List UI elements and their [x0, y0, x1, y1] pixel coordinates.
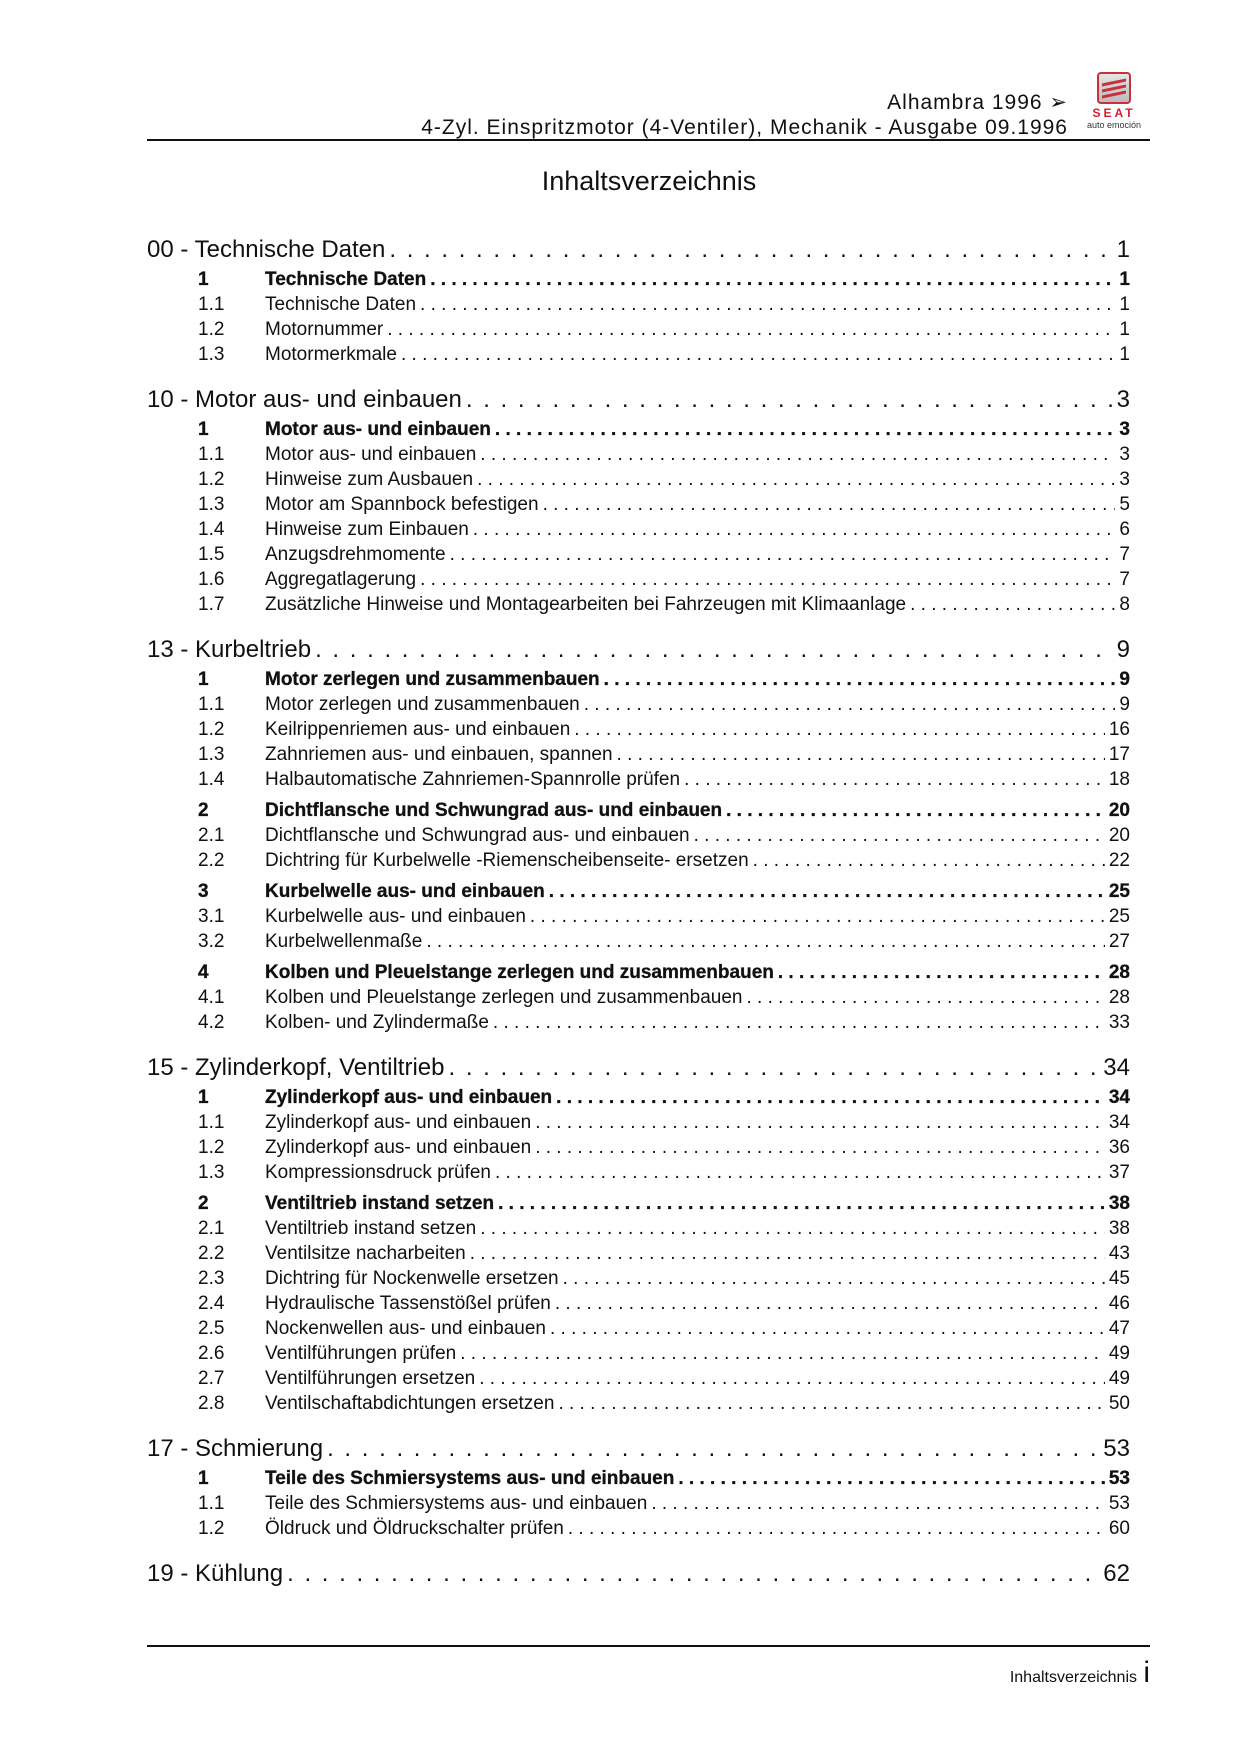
- item-number: 1.1: [198, 694, 225, 715]
- item-title: Teile des Schmiersystems aus- und einbauen: [265, 1493, 648, 1514]
- item-page-number: 3: [1119, 444, 1130, 465]
- item-title: Kolben- und Zylindermaße: [265, 1012, 489, 1033]
- item-title: Kurbelwelle aus- und einbauen: [265, 881, 545, 902]
- toc-item-entry[interactable]: [147, 1112, 1130, 1137]
- item-number: 1.2: [198, 1518, 225, 1539]
- item-page-number: 3: [1119, 419, 1130, 440]
- dot-leader: [493, 1012, 1105, 1034]
- item-title: Ventilführungen ersetzen: [265, 1368, 476, 1389]
- item-page-number: 3: [1119, 469, 1130, 490]
- dot-leader: [401, 344, 1115, 366]
- item-title: Motor zerlegen und zusammenbauen: [265, 694, 580, 715]
- toc-item-entry[interactable]: [147, 1087, 1130, 1112]
- item-page-number: 34: [1108, 1112, 1130, 1133]
- toc-item-entry[interactable]: [147, 1193, 1130, 1218]
- dot-leader: [470, 1243, 1105, 1265]
- toc-item-entry[interactable]: [147, 344, 1130, 369]
- dot-leader: [495, 1162, 1105, 1184]
- item-number: 1.1: [198, 1493, 225, 1514]
- item-title: Ventiltrieb instand setzen: [265, 1218, 477, 1239]
- item-title: Teile des Schmiersystems aus- und einbauen: [265, 1468, 675, 1489]
- toc-item-entry[interactable]: [147, 1468, 1130, 1493]
- item-page-number: 16: [1108, 719, 1130, 740]
- item-page-number: 46: [1108, 1293, 1130, 1314]
- item-number: 1.2: [198, 719, 225, 740]
- item-page-number: 36: [1108, 1137, 1130, 1158]
- item-title: Motornummer: [265, 319, 384, 340]
- section-title: 15 - Zylinderkopf, Ventiltrieb: [147, 1054, 445, 1081]
- toc-item-entry[interactable]: [147, 544, 1130, 569]
- dot-leader: [555, 1293, 1105, 1315]
- item-number: 1.2: [198, 319, 225, 340]
- dot-leader: [694, 825, 1105, 847]
- item-title: Motor am Spannbock befestigen: [265, 494, 539, 515]
- item-title: Dichtflansche und Schwungrad aus- und einbauen: [265, 825, 690, 846]
- item-page-number: 25: [1108, 906, 1130, 927]
- toc-item-entry[interactable]: [147, 881, 1130, 906]
- toc-item-entry[interactable]: [147, 931, 1130, 956]
- dot-leader: [287, 1560, 1099, 1588]
- item-page-number: 9: [1119, 694, 1130, 715]
- item-page-number: 1: [1119, 319, 1130, 340]
- dot-leader: [450, 544, 1116, 566]
- toc-item-entry[interactable]: [147, 1518, 1130, 1543]
- item-number: 2.1: [198, 825, 225, 846]
- dot-leader: [420, 294, 1115, 316]
- item-page-number: 60: [1108, 1518, 1130, 1539]
- item-number: 1: [198, 1468, 209, 1489]
- item-page-number: 28: [1108, 962, 1130, 983]
- item-page-number: 25: [1108, 881, 1130, 902]
- seat-logo: [1078, 72, 1150, 130]
- item-title: Hydraulische Tassenstößel prüfen: [265, 1293, 551, 1314]
- item-number: 1.6: [198, 569, 225, 590]
- item-number: 4.1: [198, 987, 225, 1008]
- section-page-number: 9: [1116, 636, 1130, 663]
- section-page-number: 34: [1103, 1054, 1130, 1081]
- item-title: Motor aus- und einbauen: [265, 419, 491, 440]
- item-page-number: 1: [1119, 269, 1130, 290]
- item-number: 1.1: [198, 294, 225, 315]
- section-title: 17 - Schmierung: [147, 1435, 324, 1462]
- dot-leader: [550, 1318, 1105, 1340]
- header-divider: [147, 139, 1150, 141]
- item-number: 2.5: [198, 1318, 225, 1339]
- dot-leader: [477, 469, 1115, 491]
- section-page-number: 62: [1103, 1560, 1130, 1587]
- dot-leader: [558, 1393, 1104, 1415]
- item-number: 3: [198, 881, 209, 902]
- dot-leader: [574, 719, 1105, 741]
- item-page-number: 18: [1108, 769, 1130, 790]
- item-page-number: 27: [1108, 931, 1130, 952]
- item-page-number: 20: [1108, 800, 1130, 821]
- toc-item-entry[interactable]: [147, 1162, 1130, 1187]
- page-title: Inhaltsverzeichnis: [541, 166, 757, 196]
- toc-item-entry[interactable]: [147, 569, 1130, 594]
- item-number: 2: [198, 1193, 209, 1214]
- toc-section-entry[interactable]: [147, 636, 1130, 663]
- item-page-number: 5: [1119, 494, 1130, 515]
- dot-leader: [556, 1087, 1105, 1109]
- item-page-number: 45: [1108, 1268, 1130, 1289]
- item-number: 1.4: [198, 769, 225, 790]
- toc-item-entry[interactable]: [147, 494, 1130, 519]
- item-title: Motormerkmale: [265, 344, 397, 365]
- item-title: Zylinderkopf aus- und einbauen: [265, 1137, 532, 1158]
- item-title: Hinweise zum Einbauen: [265, 519, 469, 540]
- item-number: 1.2: [198, 1137, 225, 1158]
- dot-leader: [617, 744, 1105, 766]
- dot-leader: [495, 419, 1116, 441]
- dot-leader: [746, 987, 1104, 1009]
- item-page-number: 20: [1108, 825, 1130, 846]
- item-number: 1.3: [198, 494, 225, 515]
- item-number: 2.7: [198, 1368, 225, 1389]
- toc-item-entry[interactable]: [147, 319, 1130, 344]
- dot-leader: [543, 494, 1116, 516]
- item-number: 1.3: [198, 1162, 225, 1183]
- toc-section-entry[interactable]: [147, 1054, 1130, 1081]
- dot-leader: [726, 800, 1105, 822]
- header-subtitle: 4-Zyl. Einspritzmotor (4-Ventiler), Mechanik - Ausgabe 09.1996: [421, 116, 1068, 139]
- footer-label: Inhaltsverzeichnis: [1009, 1669, 1137, 1686]
- toc-item-entry[interactable]: [147, 519, 1130, 544]
- item-number: 2.2: [198, 850, 225, 871]
- section-page-number: 1: [1116, 236, 1130, 263]
- dot-leader: [530, 906, 1105, 928]
- toc-item-entry[interactable]: [147, 294, 1130, 319]
- item-title: Kolben und Pleuelstange zerlegen und zusammenbauen: [265, 962, 774, 983]
- section-title: 00 - Technische Daten: [147, 236, 386, 263]
- item-title: Dichtring für Nockenwelle ersetzen: [265, 1268, 559, 1289]
- dot-leader: [480, 444, 1115, 466]
- logo-tagline: auto emoción: [1086, 120, 1142, 130]
- toc-item-entry[interactable]: [147, 444, 1130, 469]
- item-number: 1.1: [198, 444, 225, 465]
- item-page-number: 38: [1108, 1218, 1130, 1239]
- dot-leader: [910, 594, 1115, 616]
- seat-logo-icon: [1097, 72, 1131, 104]
- item-title: Halbautomatische Zahnriemen-Spannrolle prüfen: [265, 769, 681, 790]
- item-number: 1: [198, 419, 209, 440]
- item-number: 3.1: [198, 906, 225, 927]
- item-number: 4: [198, 962, 209, 983]
- item-title: Ventilführungen prüfen: [265, 1343, 457, 1364]
- item-page-number: 38: [1108, 1193, 1130, 1214]
- item-page-number: 1: [1119, 344, 1130, 365]
- dot-leader: [327, 1435, 1099, 1463]
- item-title: Kurbelwelle aus- und einbauen: [265, 906, 526, 927]
- item-number: 1.3: [198, 344, 225, 365]
- toc-item-entry[interactable]: [147, 694, 1130, 719]
- item-title: Technische Daten: [265, 294, 417, 315]
- toc-item-entry[interactable]: [147, 825, 1130, 850]
- toc-item-entry[interactable]: [147, 469, 1130, 494]
- item-number: 1: [198, 669, 209, 690]
- toc-item-entry[interactable]: [147, 800, 1130, 825]
- item-number: 1: [198, 1087, 209, 1108]
- item-page-number: 6: [1119, 519, 1130, 540]
- item-page-number: 28: [1108, 987, 1130, 1008]
- item-page-number: 7: [1119, 569, 1130, 590]
- dot-leader: [684, 769, 1105, 791]
- toc-item-entry[interactable]: [147, 962, 1130, 987]
- dot-leader: [549, 881, 1105, 903]
- item-title: Technische Daten: [265, 269, 427, 290]
- toc-item-entry[interactable]: [147, 1137, 1130, 1162]
- toc-item-entry[interactable]: [147, 769, 1130, 794]
- item-page-number: 37: [1108, 1162, 1130, 1183]
- toc-section-entry[interactable]: [147, 1560, 1130, 1587]
- item-title: Motor zerlegen und zusammenbauen: [265, 669, 600, 690]
- logo-brand: SEAT: [1092, 106, 1136, 120]
- item-title: Zahnriemen aus- und einbauen, spannen: [265, 744, 613, 765]
- dot-leader: [387, 319, 1115, 341]
- toc-item-entry[interactable]: [147, 594, 1130, 619]
- dot-leader: [651, 1493, 1105, 1515]
- item-page-number: 17: [1108, 744, 1130, 765]
- toc-item-entry[interactable]: [147, 1012, 1130, 1037]
- dot-leader: [584, 694, 1116, 716]
- toc-item-entry[interactable]: [147, 1293, 1130, 1318]
- footer-page-number: i: [1143, 1656, 1150, 1689]
- dot-leader: [535, 1112, 1105, 1134]
- item-page-number: 49: [1108, 1343, 1130, 1364]
- item-title: Kolben und Pleuelstange zerlegen und zusammenbauen: [265, 987, 743, 1008]
- item-page-number: 33: [1108, 1012, 1130, 1033]
- item-title: Ventilsitze nacharbeiten: [265, 1243, 466, 1264]
- dot-leader: [498, 1193, 1105, 1215]
- dot-leader: [563, 1268, 1105, 1290]
- footer-divider: [147, 1645, 1150, 1647]
- item-number: 2.4: [198, 1293, 225, 1314]
- toc-item-entry[interactable]: [147, 269, 1130, 294]
- table-of-contents: [147, 236, 1130, 1593]
- item-title: Anzugsdrehmomente: [265, 544, 446, 565]
- item-number: 2.8: [198, 1393, 225, 1414]
- item-page-number: 47: [1108, 1318, 1130, 1339]
- dot-leader: [430, 269, 1115, 291]
- item-title: Nockenwellen aus- und einbauen: [265, 1318, 546, 1339]
- toc-item-entry[interactable]: [147, 1393, 1130, 1418]
- item-page-number: 34: [1108, 1087, 1130, 1108]
- toc-item-entry[interactable]: [147, 744, 1130, 769]
- section-page-number: 53: [1103, 1435, 1130, 1462]
- dot-leader: [448, 1054, 1099, 1082]
- toc-item-entry[interactable]: [147, 1343, 1130, 1368]
- dot-leader: [420, 569, 1115, 591]
- item-number: 2.2: [198, 1243, 225, 1264]
- item-number: 1.5: [198, 544, 225, 565]
- dot-leader: [473, 519, 1116, 541]
- toc-section-entry[interactable]: [147, 1435, 1130, 1462]
- item-page-number: 50: [1108, 1393, 1130, 1414]
- item-title: Keilrippenriemen aus- und einbauen: [265, 719, 571, 740]
- toc-item-entry[interactable]: [147, 1218, 1130, 1243]
- item-title: Motor aus- und einbauen: [265, 444, 477, 465]
- section-title: 13 - Kurbeltrieb: [147, 636, 312, 663]
- item-title: Ventiltrieb instand setzen: [265, 1193, 495, 1214]
- item-title: Zylinderkopf aus- und einbauen: [265, 1087, 553, 1108]
- item-page-number: 8: [1119, 594, 1130, 615]
- item-number: 3.2: [198, 931, 225, 952]
- item-number: 1.2: [198, 469, 225, 490]
- item-number: 2: [198, 800, 209, 821]
- dot-leader: [778, 962, 1105, 984]
- header-model: Alhambra 1996 ➢: [887, 91, 1068, 114]
- toc-item-entry[interactable]: [147, 419, 1130, 444]
- dot-leader: [479, 1368, 1105, 1390]
- item-number: 2.1: [198, 1218, 225, 1239]
- toc-item-entry[interactable]: [147, 1318, 1130, 1343]
- item-page-number: 43: [1108, 1243, 1130, 1264]
- dot-leader: [568, 1518, 1105, 1540]
- item-number: 4.2: [198, 1012, 225, 1033]
- item-page-number: 9: [1119, 669, 1130, 690]
- dot-leader: [389, 236, 1112, 264]
- item-page-number: 53: [1108, 1468, 1130, 1489]
- item-page-number: 22: [1108, 850, 1130, 871]
- dot-leader: [678, 1468, 1105, 1490]
- item-title: Zylinderkopf aus- und einbauen: [265, 1112, 532, 1133]
- item-number: 1: [198, 269, 209, 290]
- toc-section-entry[interactable]: [147, 236, 1130, 263]
- item-title: Kurbelwellenmaße: [265, 931, 423, 952]
- item-page-number: 53: [1108, 1493, 1130, 1514]
- toc-item-entry[interactable]: [147, 719, 1130, 744]
- item-number: 1.3: [198, 744, 225, 765]
- toc-section-entry[interactable]: [147, 386, 1130, 413]
- dot-leader: [535, 1137, 1105, 1159]
- toc-item-entry[interactable]: [147, 1268, 1130, 1293]
- item-title: Öldruck und Öldruckschalter prüfen: [265, 1518, 564, 1539]
- item-title: Dichtflansche und Schwungrad aus- und einbauen: [265, 800, 723, 821]
- toc-item-entry[interactable]: [147, 906, 1130, 931]
- toc-item-entry[interactable]: [147, 669, 1130, 694]
- item-number: 1.4: [198, 519, 225, 540]
- item-page-number: 7: [1119, 544, 1130, 565]
- toc-item-entry[interactable]: [147, 1368, 1130, 1393]
- section-page-number: 3: [1116, 386, 1130, 413]
- item-number: 2.3: [198, 1268, 225, 1289]
- section-title: 10 - Motor aus- und einbauen: [147, 386, 462, 413]
- dot-leader: [315, 636, 1113, 664]
- item-number: 1.7: [198, 594, 225, 615]
- toc-item-entry[interactable]: [147, 1493, 1130, 1518]
- item-number: 2.6: [198, 1343, 225, 1364]
- toc-item-entry[interactable]: [147, 1243, 1130, 1268]
- item-page-number: 49: [1108, 1368, 1130, 1389]
- item-title: Dichtring für Kurbelwelle -Riemenscheibenseite- ersetzen: [265, 850, 749, 871]
- toc-item-entry[interactable]: [147, 987, 1130, 1012]
- dot-leader: [466, 386, 1113, 414]
- item-page-number: 1: [1119, 294, 1130, 315]
- dot-leader: [426, 931, 1105, 953]
- toc-item-entry[interactable]: [147, 850, 1130, 875]
- dot-leader: [460, 1343, 1105, 1365]
- dot-leader: [753, 850, 1105, 872]
- item-title: Aggregatlagerung: [265, 569, 417, 590]
- section-title: 19 - Kühlung: [147, 1560, 284, 1587]
- dot-leader: [604, 669, 1116, 691]
- dot-leader: [480, 1218, 1105, 1240]
- item-title: Kompressionsdruck prüfen: [265, 1162, 491, 1183]
- item-title: Ventilschaftabdichtungen ersetzen: [265, 1393, 555, 1414]
- item-title: Hinweise zum Ausbauen: [265, 469, 474, 490]
- item-title: Zusätzliche Hinweise und Montagearbeiten bei Fahrzeugen mit Klimaanlage: [265, 594, 907, 615]
- item-number: 1.1: [198, 1112, 225, 1133]
